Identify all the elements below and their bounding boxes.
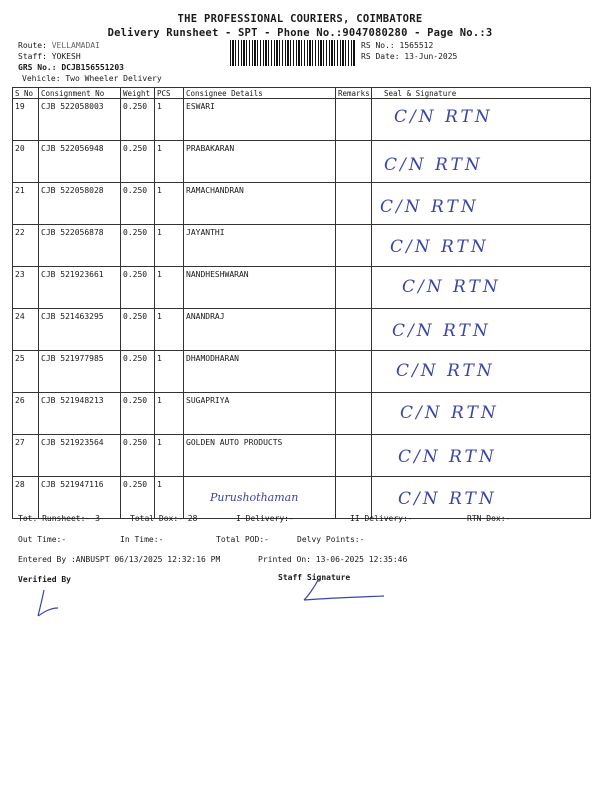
row-sno: 25 [13, 351, 39, 393]
row-consignment-no: CJB 522058028 [39, 183, 121, 225]
row-weight: 0.250 [121, 225, 155, 267]
row-sno: 22 [13, 225, 39, 267]
verified-by-label: Verified By [18, 575, 71, 584]
table-row [13, 351, 591, 393]
row-pcs: 1 [155, 393, 184, 435]
handwritten-signature: C/N RTN [390, 237, 489, 257]
row-consignee: NANDHESHWARAN [184, 267, 336, 309]
table-row [13, 309, 591, 351]
row-consignment-no: CJB 521977985 [39, 351, 121, 393]
handwritten-signature: C/N RTN [394, 107, 493, 127]
row-sno: 26 [13, 393, 39, 435]
table-row [13, 141, 591, 183]
row-weight: 0.250 [121, 267, 155, 309]
route-line [18, 41, 100, 50]
staff-value: YOKESH [51, 52, 81, 61]
row-consignment-no: CJB 521463295 [39, 309, 121, 351]
row-weight: 0.250 [121, 351, 155, 393]
rtn-dox: RTN Dox:- [467, 514, 511, 523]
handwritten-consignee-name: Purushothaman [210, 491, 299, 504]
row-weight: 0.250 [121, 99, 155, 141]
staff-label: Staff: [18, 52, 47, 61]
row-remarks [336, 99, 372, 141]
row-signature-cell [372, 393, 591, 435]
row-remarks [336, 225, 372, 267]
staff-line [18, 52, 81, 61]
delvy-points: Delvy Points:- [297, 535, 365, 544]
grs-value: DCJB156551203 [61, 63, 124, 72]
row-consignment-no: CJB 521923661 [39, 267, 121, 309]
row-signature-cell [372, 225, 591, 267]
handwritten-signature: C/N RTN [400, 403, 499, 423]
handwritten-signature: C/N RTN [392, 321, 491, 341]
col-consignee-details: Consignee Details [184, 88, 336, 99]
row-sno: 28 [13, 477, 39, 519]
row-consignee: SUGAPRIYA [184, 393, 336, 435]
row-weight: 0.250 [121, 393, 155, 435]
route-label: Route: [18, 41, 47, 50]
table-row [13, 99, 591, 141]
total-pod: Total POD:- [216, 535, 269, 544]
handwritten-signature: C/N RTN [380, 197, 479, 217]
vehicle-line [22, 74, 162, 83]
row-remarks [336, 267, 372, 309]
row-signature-cell [372, 267, 591, 309]
row-consignee: JAYANTHI [184, 225, 336, 267]
runsheet-table [12, 87, 591, 519]
handwritten-signature: C/N RTN [398, 489, 497, 509]
runsheet-subtitle: Delivery Runsheet - SPT - Phone No.:9047080280 - Page No.:3 [107, 27, 493, 39]
row-signature-cell [372, 183, 591, 225]
row-consignee: ESWARI [184, 99, 336, 141]
row-pcs: 1 [155, 99, 184, 141]
table-row [13, 267, 591, 309]
vehicle-label: Vehicle: [22, 74, 61, 83]
col-pcs: PCS [155, 88, 184, 99]
rs-no-line [361, 41, 433, 50]
printed-on: Printed On: 13-06-2025 12:35:46 [258, 555, 408, 564]
table-row [13, 183, 591, 225]
rs-no-label: RS No.: [361, 41, 395, 50]
row-sno: 24 [13, 309, 39, 351]
row-consignee: GOLDEN AUTO PRODUCTS [184, 435, 336, 477]
table-row [13, 393, 591, 435]
col-weight: Weight [121, 88, 155, 99]
row-consignee: RAMACHANDRAN [184, 183, 336, 225]
row-weight: 0.250 [121, 183, 155, 225]
rs-no-value: 1565512 [399, 41, 434, 50]
grs-line [18, 63, 124, 72]
row-consignment-no: CJB 521947116 [39, 477, 121, 519]
row-consignment-no: CJB 521948213 [39, 393, 121, 435]
row-signature-cell [372, 477, 591, 519]
row-remarks [336, 141, 372, 183]
col-seal-signature: Seal & Signature [372, 88, 591, 99]
in-time: In Time:- [120, 535, 164, 544]
verifier-signature-mark [30, 586, 80, 622]
row-pcs: 1 [155, 267, 184, 309]
row-consignee: DHAMODHARAN [184, 351, 336, 393]
row-consignee [184, 477, 336, 519]
row-sno: 23 [13, 267, 39, 309]
rs-date-line [361, 52, 457, 61]
table-row [13, 477, 591, 519]
row-consignment-no: CJB 522056948 [39, 141, 121, 183]
vehicle-value: Two Wheeler Delivery [65, 74, 162, 83]
row-remarks [336, 351, 372, 393]
row-sno: 21 [13, 183, 39, 225]
route-value: VELLAMADAI [51, 41, 100, 50]
out-time: Out Time:- [18, 535, 67, 544]
row-consignee: ANANDRAJ [184, 309, 336, 351]
row-remarks [336, 393, 372, 435]
row-pcs: 1 [155, 435, 184, 477]
handwritten-signature: C/N RTN [396, 361, 495, 381]
row-pcs: 1 [155, 309, 184, 351]
row-pcs: 1 [155, 141, 184, 183]
row-remarks [336, 477, 372, 519]
row-weight: 0.250 [121, 477, 155, 519]
ii-delivery: II Delivery:- [350, 514, 413, 523]
row-signature-cell [372, 99, 591, 141]
row-weight: 0.250 [121, 141, 155, 183]
col-remarks: Remarks [336, 88, 372, 99]
staff-signature-label: Staff Signature [278, 573, 351, 582]
row-remarks [336, 435, 372, 477]
row-pcs: 1 [155, 183, 184, 225]
table-header-row [13, 88, 591, 99]
entered-by: Entered By :ANBUSPT 06/13/2025 12:32:16 PM [18, 555, 221, 564]
row-consignment-no: CJB 522056878 [39, 225, 121, 267]
rs-date-label: RS Date: [361, 52, 400, 61]
handwritten-signature: C/N RTN [384, 155, 483, 175]
i-delivery: I Delivery:- [236, 514, 294, 523]
staff-signature-mark [300, 578, 390, 604]
row-signature-cell [372, 141, 591, 183]
row-consignee: PRABAKARAN [184, 141, 336, 183]
row-pcs: 1 [155, 225, 184, 267]
row-consignment-no: CJB 522058003 [39, 99, 121, 141]
row-signature-cell [372, 435, 591, 477]
row-signature-cell [372, 309, 591, 351]
row-weight: 0.250 [121, 435, 155, 477]
rs-date-value: 13-Jun-2025 [404, 52, 458, 61]
col-consignment-no: Consignment No [39, 88, 121, 99]
row-sno: 19 [13, 99, 39, 141]
total-dox: Total Dox:- 28 [130, 514, 198, 523]
row-consignment-no: CJB 521923564 [39, 435, 121, 477]
row-remarks [336, 309, 372, 351]
grs-label: GRS No.: [18, 63, 57, 72]
handwritten-signature: C/N RTN [398, 447, 497, 467]
company-title: THE PROFESSIONAL COURIERS, COIMBATORE [177, 13, 423, 25]
row-weight: 0.250 [121, 309, 155, 351]
tot-runsheet: Tot. Runsheet:- 3 [18, 514, 100, 523]
row-sno: 20 [13, 141, 39, 183]
col-sno: S No [13, 88, 39, 99]
row-pcs: 1 [155, 477, 184, 519]
row-sno: 27 [13, 435, 39, 477]
row-remarks [336, 183, 372, 225]
row-pcs: 1 [155, 351, 184, 393]
row-signature-cell [372, 351, 591, 393]
table-row [13, 435, 591, 477]
barcode [230, 40, 355, 66]
table-row [13, 225, 591, 267]
handwritten-signature: C/N RTN [402, 277, 501, 297]
